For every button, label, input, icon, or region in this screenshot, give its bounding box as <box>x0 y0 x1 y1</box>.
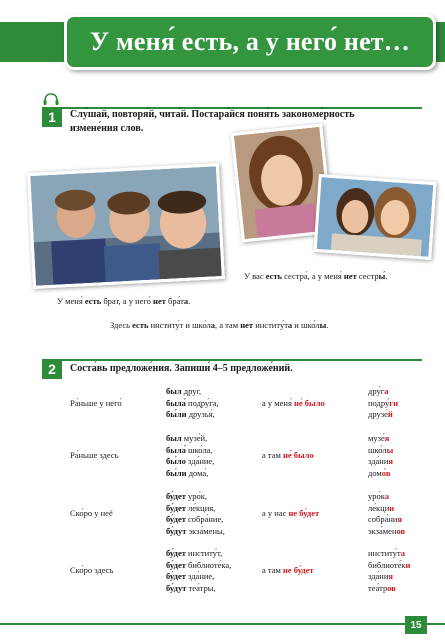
exercise1-number: 1 <box>42 107 62 127</box>
table-right-line: музе́я <box>368 433 390 443</box>
table-left-cell: Ра́ньше здесь <box>70 450 119 461</box>
table-middle-line: бы́ло зда́ние, <box>166 456 215 466</box>
table-left-cell: Ско́ро у неё <box>70 508 113 519</box>
sentence-institute: Здесь есть институ́т и шко́ла, а там нет институ́та и шко́лы. <box>110 320 329 330</box>
table-right-line: шко́лы <box>368 444 394 455</box>
table-connector-cell: а там не бу́дет <box>262 565 314 576</box>
table-middle-line: бы́ли друзья́, <box>166 409 215 419</box>
table-connector-cell: а у меня́ не́ было <box>262 397 325 408</box>
table-right-line: ле́кции <box>368 502 395 513</box>
table-right-line: теа́тров <box>368 582 396 593</box>
table-middle-line: была́ подру́га, <box>166 397 219 408</box>
footer-rule <box>0 623 445 625</box>
table-right-line: подру́ги <box>368 397 399 408</box>
table-middle-cell <box>166 491 225 537</box>
table-connector-cell: а у нас не бу́дет <box>262 508 320 519</box>
table-right-line: домо́в <box>368 467 391 478</box>
table-right-line: экза́менов <box>368 525 406 536</box>
title-banner <box>64 14 436 70</box>
sentence-sister: У вас есть сестра́, а у меня́ нет сестры́. <box>244 271 388 281</box>
table-middle-line: бу́дет зда́ние, <box>166 571 215 581</box>
table-middle-line: был друг, <box>166 386 202 396</box>
table-left-cell: Ра́ньше у него́ <box>70 397 122 408</box>
table-middle-line: бы́ли дома́, <box>166 467 209 478</box>
table-right-line: уро́ка <box>368 491 390 501</box>
table-connector-cell: а там не́ было <box>262 450 314 461</box>
table-right-line: друзе́й <box>368 409 393 419</box>
table-right-line: институ́та <box>368 548 405 558</box>
photo-two-girls <box>313 174 436 260</box>
table-right-line: собра́ния <box>368 514 403 524</box>
table-middle-line: бу́дет уро́к, <box>166 491 208 501</box>
table-left-cell: Ско́ро здесь <box>70 565 114 576</box>
photo-boys <box>27 163 225 289</box>
table-middle-line: бу́дет институ́т, <box>166 548 223 558</box>
table-middle-cell <box>166 433 214 479</box>
table-middle-line: бу́дет собра́ние, <box>166 514 224 524</box>
table-middle-line: был музе́й, <box>166 433 208 443</box>
table-right-line: зда́ния <box>368 456 394 466</box>
page-title: У меня́ есть, а у него́ нет… <box>90 27 410 56</box>
table-middle-cell <box>166 548 231 594</box>
table-middle-line: бу́дет ле́кция, <box>166 502 216 513</box>
table-right-line: зда́ния <box>368 571 394 581</box>
table-right-line: дру́га <box>368 386 389 396</box>
headphones-icon <box>42 92 60 106</box>
table-right-cell <box>368 548 410 594</box>
table-right-line: библиоте́ки <box>368 559 411 570</box>
page-number: 15 <box>405 616 427 634</box>
table-middle-cell <box>166 386 219 421</box>
table-right-cell <box>368 386 398 421</box>
sentence-brother: У меня́ есть брат, а у него́ нет бра́та. <box>57 296 191 306</box>
exercise2-number: 2 <box>42 359 62 379</box>
table-right-cell <box>368 491 405 537</box>
table-middle-line: была́ шко́ла, <box>166 444 213 455</box>
exercise2-instruction: Соста́вь предложе́ния. Запиши́ 4–5 предложе́ний. <box>70 363 293 374</box>
exercise2-rule <box>42 359 422 361</box>
table-middle-line: бу́дут экза́мены, <box>166 525 225 536</box>
table-middle-line: бу́дет библиоте́ка, <box>166 559 232 570</box>
table-middle-line: бу́дут теа́тры, <box>166 582 216 593</box>
table-right-cell <box>368 433 393 479</box>
exercise1-instruction: Слу́шай, повторя́й, чита́й. Постара́йся поня́ть закономе́рность измене́ния слов. <box>70 109 355 134</box>
